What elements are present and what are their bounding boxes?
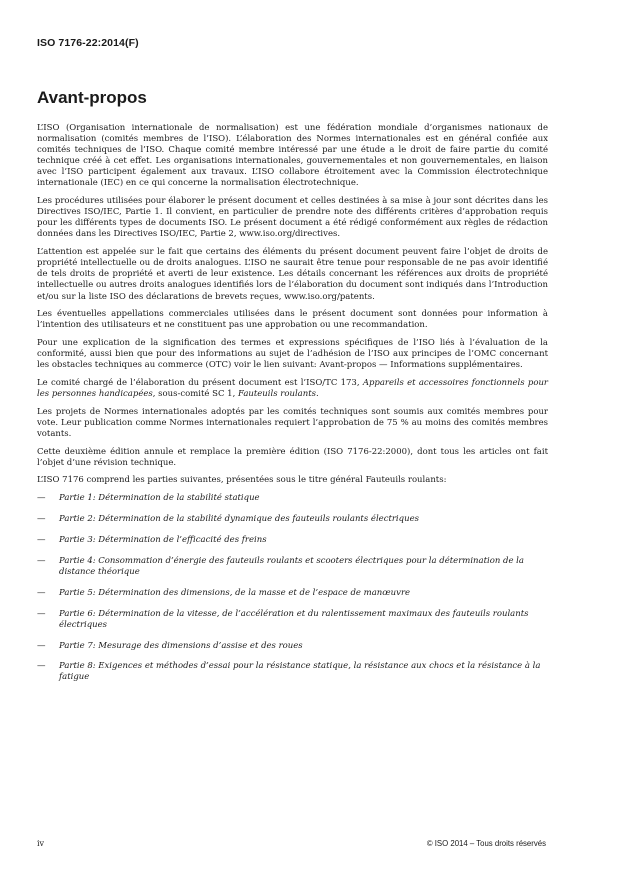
list-item: [37, 588, 548, 599]
parts-list: [37, 493, 548, 684]
paragraph-edition: Cette deuxième édition annule et remplace la première édition (ISO 7176-22:2000), dont tous les articles ont fait l’objet d’une révision technique.: [37, 446, 548, 468]
list-item: [37, 514, 548, 525]
paragraph-voting: Les projets de Normes internationales adoptés par les comités techniques sont soumis aux comités membres pour vote. Leur publication comme Normes internationales requiert l’approbation de 75 % au moins des comités membres votants.: [37, 406, 548, 439]
list-item: [37, 493, 548, 504]
list-item-text: Partie 8: Exigences et méthodes d’essai pour la résistance statique, la résistance aux chocs et la résistance à la fatigue: [59, 661, 541, 683]
list-item: [37, 609, 548, 631]
list-item-text: Partie 2: Détermination de la stabilité dynamique des fauteuils roulants électriques: [59, 513, 419, 524]
list-item-text: Partie 1: Détermination de la stabilité statique: [59, 492, 260, 503]
list-dash: —: [37, 587, 46, 598]
committee-text-end: .: [315, 388, 319, 399]
document-identifier: ISO 7176-22:2014(F): [37, 37, 139, 49]
list-item-text: Partie 4: Consommation d’énergie des fauteuils roulants et scooters électriques pour la détermination de la distance théorique: [59, 555, 524, 577]
foreword-body: [37, 123, 548, 693]
paragraph-committee: [37, 378, 548, 400]
page-title: Avant-propos: [37, 88, 147, 107]
list-dash: —: [37, 661, 46, 672]
subcommittee-title: Fauteuils roulants: [238, 388, 316, 399]
list-item: [37, 535, 548, 546]
paragraph-trade-names: Les éventuelles appellations commerciales utilisées dans le présent document sont données pour information à l’intention des utilisateurs et ne constituent pas une approbation ou une recommandation.: [37, 309, 548, 331]
committee-title: Appareils et accessoires fonctionnels pour les personnes handicapées: [37, 377, 548, 399]
list-dash: —: [37, 555, 46, 566]
list-dash: —: [37, 608, 46, 619]
list-dash: —: [37, 492, 46, 503]
list-item-text: Partie 7: Mesurage des dimensions d’assise et des roues: [59, 640, 303, 651]
paragraph-conformity: Pour une explication de la signification des termes et expressions spécifiques de l’ISO liés à l’évaluation de la conformité, aussi bien que pour des informations au sujet de l’adhésion de l’ISO aux principes de l’OMC concernant les obstacles techniques au commerce (OTC) voir le lien suivant: Avant-propos — Informations supplémentaires.: [37, 337, 548, 371]
committee-text-mid: , sous-comité SC 1,: [152, 388, 238, 399]
list-item-text: Partie 3: Détermination de l’efficacité des freins: [59, 534, 267, 545]
paragraph-iso-intro: L’ISO (Organisation internationale de normalisation) est une fédération mondiale d’organismes nationaux de normalisation (comités membres de l’ISO). L’élaboration des Normes internationales est en général confiée aux comités techniques de l’ISO. Chaque comité membre intéressé par une étude a le droit de faire partie du comité technique créé à cet effet. Les organisations internationales, gouvernementales et non gouvernementales, en liaison avec l’ISO participent également aux travaux. L’ISO collabore étroitement avec la Commission électrotechnique internationale (IEC) en ce qui concerne la normalisation électrotechnique.: [37, 123, 548, 189]
page-number: iv: [37, 839, 45, 848]
list-item: [37, 641, 548, 652]
list-item: [37, 556, 548, 578]
list-dash: —: [37, 640, 46, 651]
list-dash: —: [37, 534, 46, 545]
paragraph-procedures: Les procédures utilisées pour élaborer le présent document et celles destinées à sa mise à jour sont décrites dans les Directives ISO/IEC, Partie 1. Il convient, en particulier de prendre note des différents critères d’approbation requis pour les différents types de documents ISO. Le présent document a été rédigé conformément aux règles de rédaction données dans les Directives ISO/IEC, Partie 2, www.iso.org/directives.: [37, 196, 548, 240]
committee-text-start: Le comité chargé de l’élaboration du présent document est l’ISO/TC 173,: [37, 377, 363, 388]
list-dash: —: [37, 513, 46, 524]
paragraph-patents: L’attention est appelée sur le fait que certains des éléments du présent document peuvent faire l’objet de droits de propriété intellectuelle ou de droits analogues. L’ISO ne saurait être tenue pour responsable de ne pas avoir identifié de tels droits de propriété et averti de leur existence. Les détails concernant les références aux droits de propriété intellectuelle ou autres droits analogues identifiés lors de l’élaboration du document sont indiqués dans l’Introduction et/ou sur la liste ISO des déclarations de brevets reçues, www.iso.org/patents.: [37, 247, 548, 302]
list-item: [37, 661, 548, 683]
paragraph-parts-intro: L’ISO 7176 comprend les parties suivantes, présentées sous le titre général Fauteuils roulants:: [37, 475, 447, 486]
copyright-notice: © ISO 2014 – Tous droits réservés: [426, 839, 546, 848]
list-item-text: Partie 5: Détermination des dimensions, de la masse et de l’espace de manœuvre: [59, 587, 411, 598]
list-item-text: Partie 6: Détermination de la vitesse, de l’accélération et du ralentissement maximaux des fauteuils roulants électriques: [59, 608, 529, 630]
